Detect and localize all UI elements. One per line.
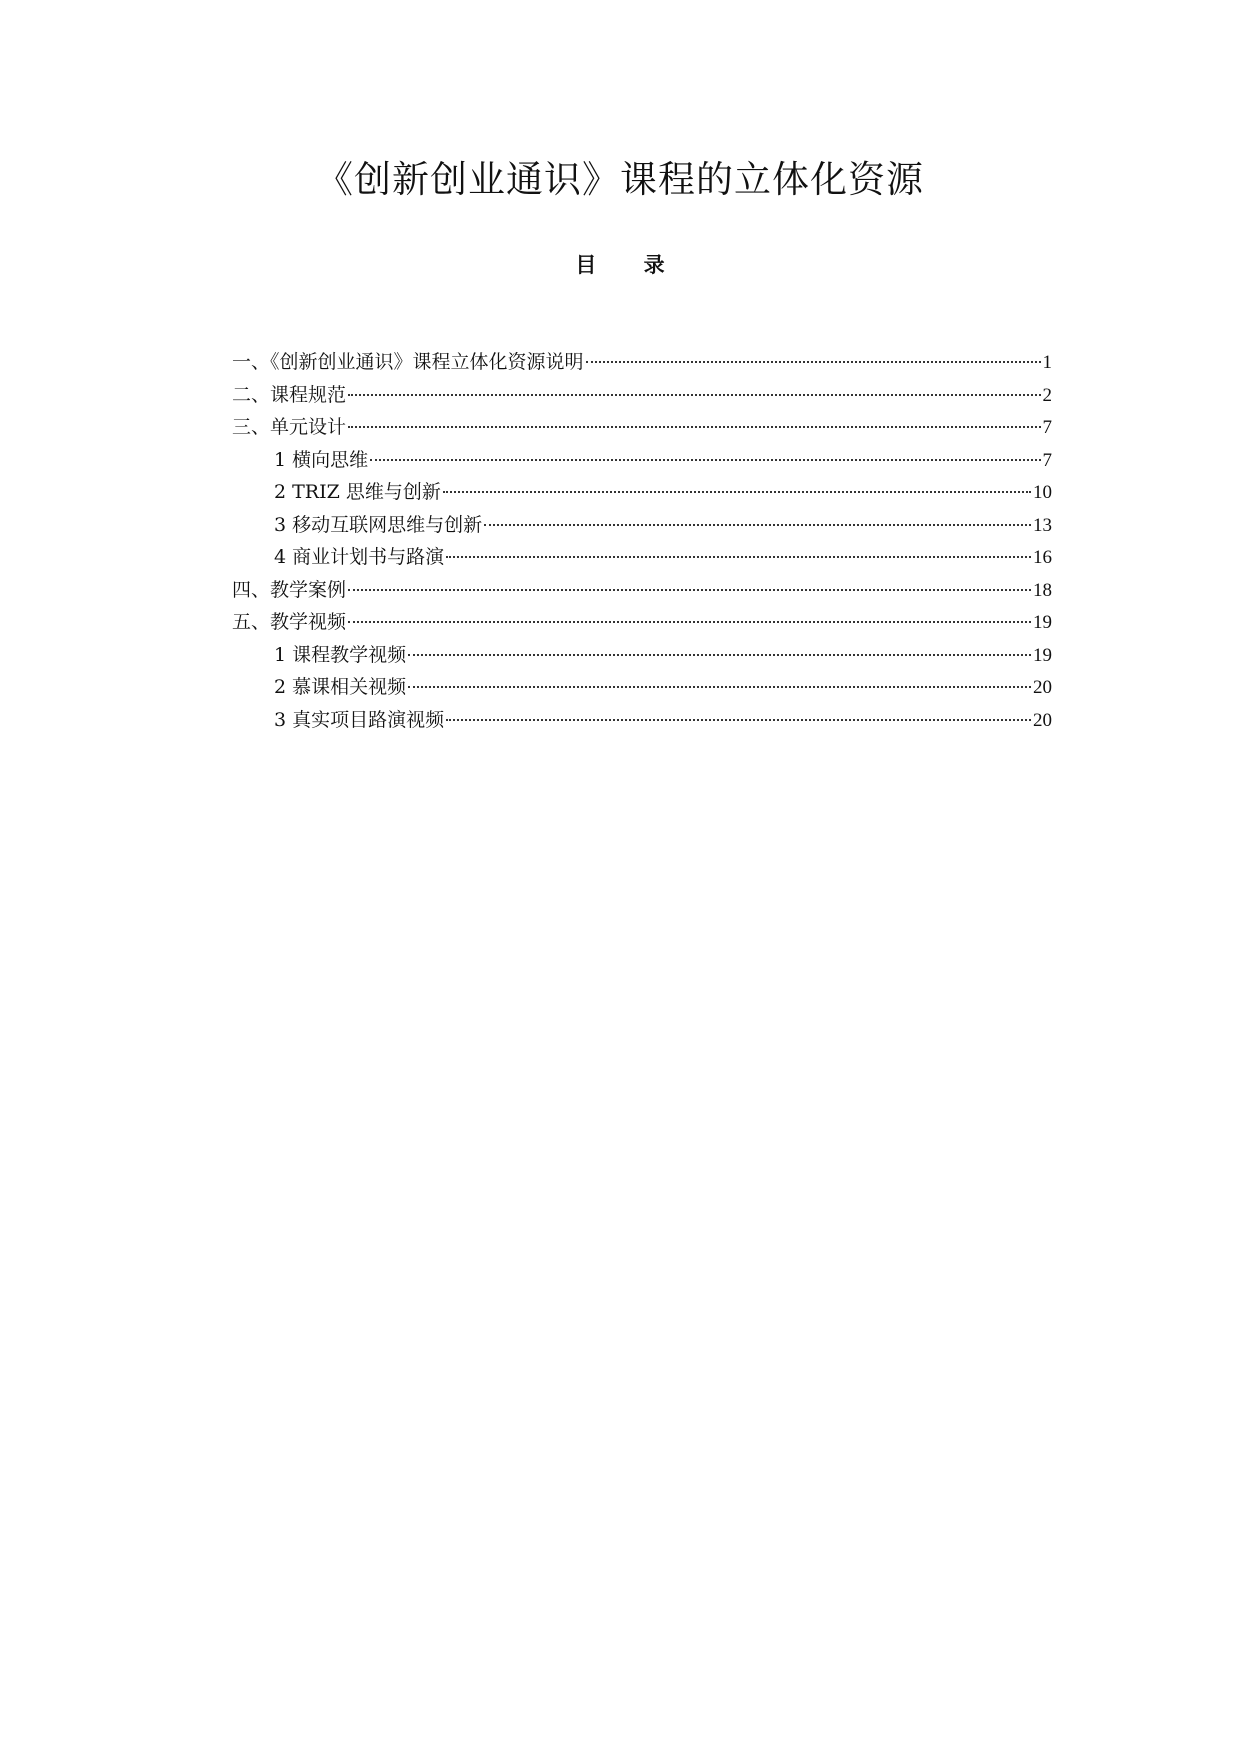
toc-dot-leader [348,393,1040,396]
toc-entry-label: 1 横向思维 [274,448,369,471]
toc-entry-course-videos[interactable] [232,639,1052,672]
toc-page-number: 20 [1033,677,1052,698]
toc-page-number: 20 [1033,709,1052,731]
toc-entry-business-plan[interactable] [232,541,1052,574]
toc-dot-leader [446,718,1031,721]
toc-entry-resource-description[interactable] [232,346,1052,379]
toc-dot-leader [408,685,1031,688]
toc-entry-label: 2 慕课相关视频 [274,676,407,698]
toc-entry-label: 1 课程教学视频 [274,643,407,666]
toc-entry-label: 2 TRIZ 思维与创新 [274,481,441,503]
toc-dot-leader [408,653,1031,656]
toc-entry-label: 一、《创新创业通识》课程立体化资源说明 [232,351,584,373]
toc-heading: 目 录 [575,253,685,277]
toc-entry-label: 3 真实项目路演视频 [274,708,445,731]
toc-page-number: 13 [1033,514,1052,536]
toc-entry-course-standard[interactable] [232,379,1052,412]
toc-entry-label: 四、教学案例 [232,578,347,601]
toc-page-number: 7 [1042,449,1052,471]
toc-page-number: 1 [1042,352,1052,373]
toc-entry-label: 3 移动互联网思维与创新 [274,513,483,536]
toc-page-number: 2 [1042,384,1052,406]
toc-entry-label: 三、单元设计 [232,416,347,438]
document-title: 《创新创业通识》课程的立体化资源 [316,158,924,201]
toc-dot-leader [443,490,1031,493]
toc-page-number: 19 [1033,644,1052,666]
toc-dot-leader [348,425,1040,428]
toc-dot-leader [484,523,1031,526]
toc-entry-label: 二、课程规范 [232,383,347,406]
toc-page-number: 10 [1033,482,1052,503]
toc-entry-label: 五、教学视频 [232,611,347,633]
toc-dot-leader [370,458,1040,461]
toc-entry-triz[interactable] [232,476,1052,509]
toc-page-number: 7 [1042,417,1052,438]
toc-dot-leader [348,588,1031,591]
toc-page-number: 19 [1033,612,1052,633]
toc-entry-teaching-cases[interactable] [232,574,1052,607]
toc-page-number: 16 [1033,547,1052,568]
table-of-contents [232,346,1052,736]
toc-entry-label: 4 商业计划书与路演 [274,546,445,568]
toc-dot-leader [446,555,1031,558]
toc-entry-lateral-thinking[interactable] [232,444,1052,477]
toc-dot-leader [586,360,1041,363]
toc-dot-leader [348,620,1031,623]
toc-entry-unit-design[interactable] [232,411,1052,444]
toc-entry-teaching-videos[interactable] [232,606,1052,639]
toc-entry-mooc-videos[interactable] [232,671,1052,704]
toc-entry-roadshow-videos[interactable] [232,704,1052,737]
toc-page-number: 18 [1033,579,1052,601]
toc-entry-mobile-internet[interactable] [232,509,1052,542]
